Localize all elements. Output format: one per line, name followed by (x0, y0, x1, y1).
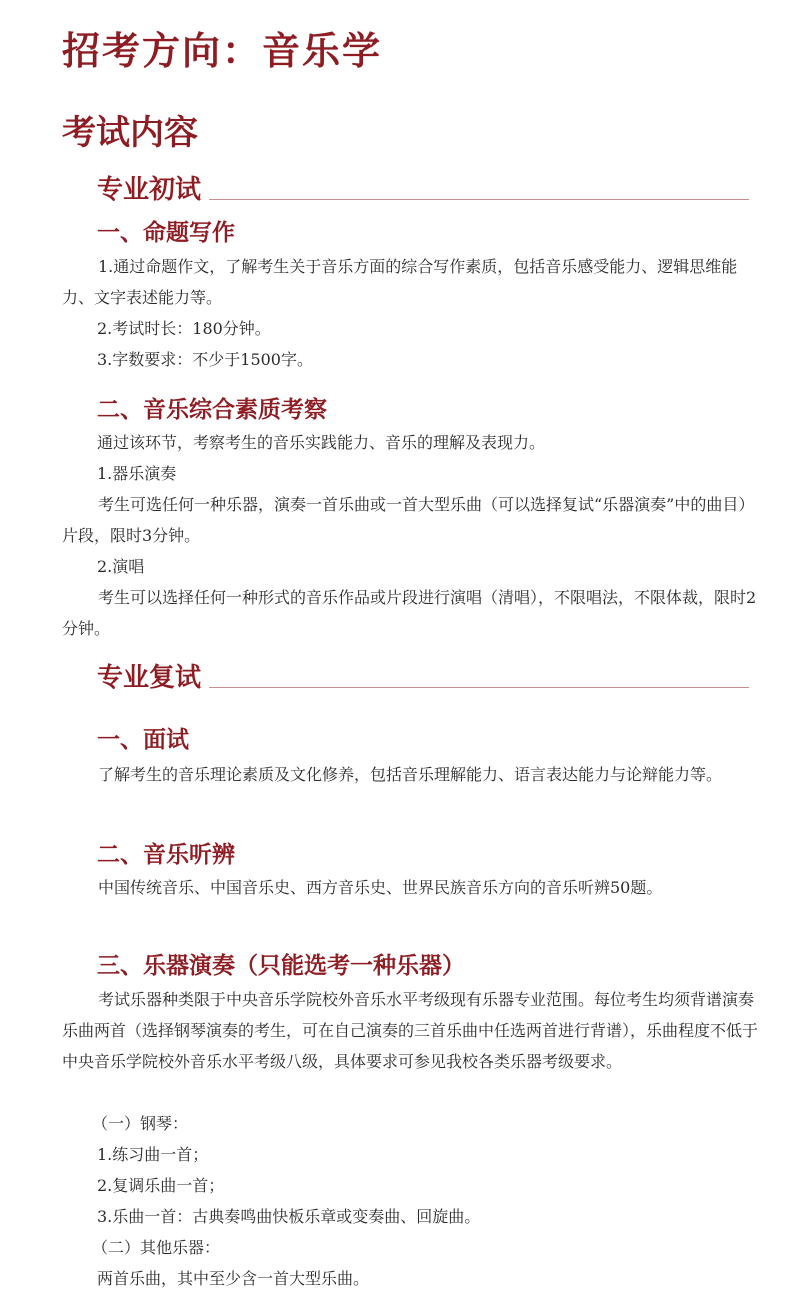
paragraph-writing-1: 1.通过命题作文，了解考生关于音乐方面的综合写作素质，包括音乐感受能力、逻辑思维能力、文字表述能力等。 (62, 257, 738, 307)
page-title: 招考方向：音乐学 (62, 29, 383, 73)
item-singing-text: 考生可以选择任何一种形式的音乐作品或片段进行演唱（清唱），不限唱法，不限体裁，限时2分钟。 (62, 588, 757, 638)
subheading-instrument-performance: 三、乐器演奏（只能选考一种乐器） (97, 953, 465, 979)
item-instrument-title: 1.器乐演奏 (97, 464, 177, 483)
subheading-listening: 二、音乐听辨 (97, 842, 235, 868)
item-instrument-text: 考生可选任何一种乐器，演奏一首乐曲或一首大型乐曲（可以选择复试“乐器演奏”中的曲目）片段，限时3分钟。 (62, 495, 755, 545)
other-instruments-text: 两首乐曲，其中至少含一首大型乐曲。 (97, 1269, 370, 1288)
subheading-writing: 一、命题写作 (97, 220, 235, 246)
piano-item-3: 3.乐曲一首：古典奏鸣曲快板乐章或变奏曲、回旋曲。 (97, 1207, 481, 1226)
piano-item-1: 1.练习曲一首； (97, 1145, 209, 1164)
section-divider (209, 199, 749, 200)
paragraph-music-quality-intro: 通过该环节，考察考生的音乐实践能力、音乐的理解及表现力。 (97, 433, 546, 452)
section-heading-first-round (97, 166, 749, 206)
subheading-interview: 一、面试 (97, 727, 189, 753)
subheading-music-quality: 二、音乐综合素质考察 (97, 397, 327, 423)
paragraph-writing-2: 2.考试时长：180分钟。 (97, 319, 271, 338)
section-heading-label: 专业复试 (97, 663, 202, 693)
section-heading-second-round (97, 654, 749, 694)
paragraph-instrument-performance: 考试乐器种类限于中央音乐学院校外音乐水平考级现有乐器专业范围。每位考生均须背谱演奏乐曲两首（选择钢琴演奏的考生，可在自己演奏的三首乐曲中任选两首进行背谱），乐曲程度不低于中央音乐学院校外音乐水平考级八级，具体要求可参见我校各类乐器考级要求。 (62, 990, 759, 1071)
paragraph-writing-3: 3.字数要求：不少于1500字。 (97, 350, 313, 369)
item-singing-title: 2.演唱 (97, 557, 145, 576)
section-divider (209, 687, 749, 688)
section-heading-label: 专业初试 (97, 175, 202, 205)
piano-item-2: 2.复调乐曲一首； (97, 1176, 225, 1195)
page-subtitle: 考试内容 (62, 113, 198, 153)
other-instruments-title: （二）其他乐器： (92, 1238, 221, 1257)
paragraph-listening: 中国传统音乐、中国音乐史、西方音乐史、世界民族音乐方向的音乐听辨50题。 (98, 878, 663, 897)
paragraph-interview: 了解考生的音乐理论素质及文化修养，包括音乐理解能力、语言表达能力与论辩能力等。 (98, 765, 723, 784)
piano-title: （一）钢琴： (92, 1114, 189, 1133)
